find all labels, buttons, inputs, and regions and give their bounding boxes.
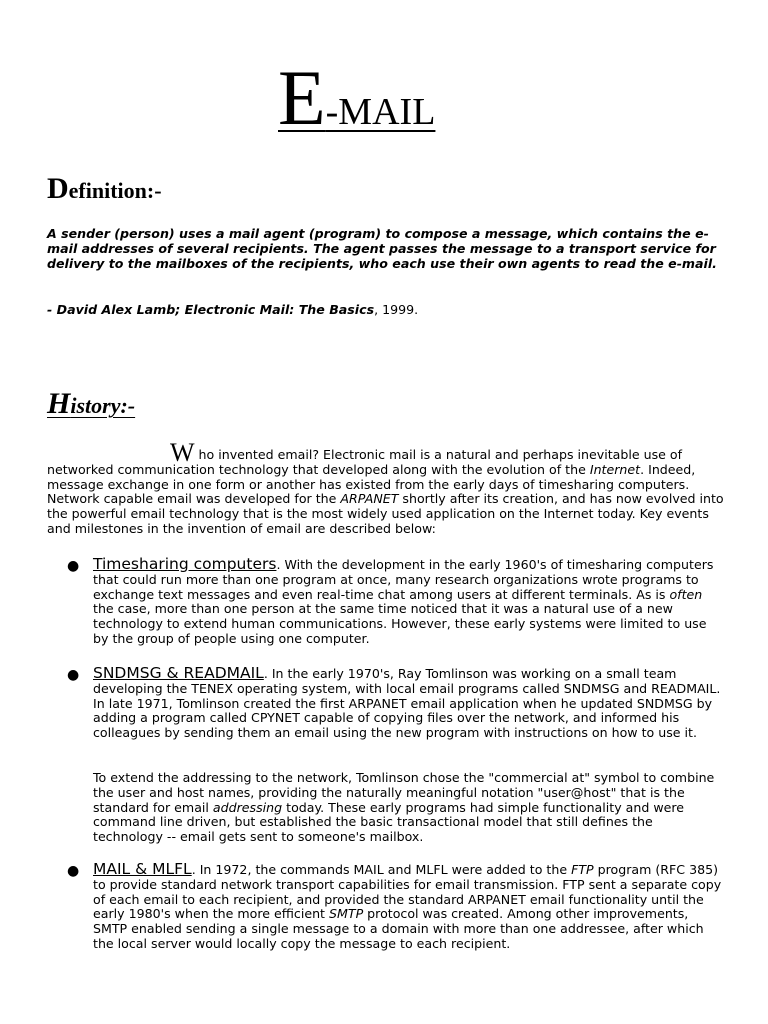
link-mail-mlfl[interactable]: MAIL & MLFL <box>93 860 192 878</box>
link-sndmsg-readmail[interactable]: SNDMSG & READMAIL <box>93 664 264 682</box>
bullet-icon: ● <box>67 558 80 574</box>
sndmsg-paragraph-2 <box>93 771 723 845</box>
list-item-timesharing <box>67 555 723 647</box>
definition-heading <box>47 172 162 206</box>
definition-heading-rest: efinition:- <box>68 178 162 203</box>
history-heading-cap: H <box>47 387 71 420</box>
definition-heading-cap: D <box>47 172 69 205</box>
intro-internet: Internet <box>589 461 641 477</box>
title-big-letter: E <box>278 54 326 141</box>
timesharing-often: often <box>669 586 703 602</box>
page-title <box>278 54 436 141</box>
citation-year: , 1999 <box>374 302 415 317</box>
sndmsg-p2-a: To extend the addressing to the network, Tomlinson chose the "commercial at" symbol to combine the user and host names, providing the naturally meaningful notation "user@host" that is the standard for email <box>93 770 715 815</box>
intro-drop-letter: W <box>170 438 195 467</box>
definition-citation <box>47 303 727 318</box>
mail-mlfl-smtp: SMTP <box>329 906 364 922</box>
timesharing-text-a: . With the development in the early 1960's of timesharing computers that could run more than one program at once, many research organizations wrote programs to exchange text messages and even real-time chat among users at different terminals. As is <box>93 557 714 602</box>
mail-mlfl-text-b: program (RFC 385) to provide standard network transport capabilities for email transmission. FTP sent a separate copy of each email to each recipient, and provided the standard ARPANET email functionality until the early 1980's when the more efficient <box>93 862 722 922</box>
history-heading <box>47 387 135 421</box>
bullet-icon: ● <box>67 863 80 879</box>
mail-mlfl-ftp: FTP <box>571 862 594 877</box>
timesharing-text-b: the case, more than one person at the same time noticed that it was a natural use of a new technology to extend human communications. However, these early systems were limited to use by the group of people using one computer. <box>93 601 707 646</box>
citation-end: . <box>414 302 419 317</box>
link-timesharing-computers[interactable]: Timesharing computers <box>93 555 277 573</box>
sndmsg-p2-addressing: addressing <box>212 799 283 815</box>
history-intro <box>47 438 727 537</box>
citation-author: - David Alex Lamb; Electronic Mail: The Basics <box>47 302 375 317</box>
list-item-sndmsg <box>67 664 723 741</box>
sndmsg-text-a: . In the early 1970's, Ray Tomlinson was working on a small team developing the TENEX operating system, with local email programs called SNDMSG and READMAIL. In late 1971, Tomlinson created the first ARPANET email application when he updated SNDMSG by adding a program called CPYNET capable of copying files over the network, and informed his colleagues by sending them an email using the new program with instructions on how to use it. <box>93 666 721 741</box>
intro-arpanet: ARPANET <box>340 491 399 507</box>
bullet-icon: ● <box>67 667 80 683</box>
intro-text-c: shortly after its creation, and has now evolved into the powerful email technology that is the most widely used application on the Internet today. Key events and milestones in the invention of email are described below: <box>47 491 724 536</box>
list-item-mail-mlfl <box>67 860 723 952</box>
mail-mlfl-text-c: protocol was created. Among other improvements, SMTP enabled sending a single message to a domain with more than one addressee, after which the local server would locally copy the message to each recipient. <box>93 906 704 951</box>
history-heading-rest: istory:- <box>70 393 136 418</box>
intro-text-b: . Indeed, message exchange in one form or another has existed from the early days of timesharing computers. Network capable email was developed for the <box>47 461 696 507</box>
sndmsg-p2-b: today. These early programs had simple functionality and were command line driven, but established the basic transactional model that still defines the technology -- email gets sent to someone's mailbox. <box>93 799 685 845</box>
intro-text-a: ho invented email? Electronic mail is a natural and perhaps inevitable use of networked communication technology that developed along with the evolution of the <box>47 447 683 477</box>
title-rest: -MAIL <box>325 91 436 133</box>
mail-mlfl-text-a: . In 1972, the commands MAIL and MLFL were added to the <box>191 862 572 877</box>
definition-text: A sender (person) uses a mail agent (program) to compose a message, which contains the e-mail addresses of several recipients. The agent passes the message to a transport service for delivery to the mailboxes of the recipients, who each use their own agents to read the e-mail. <box>47 226 717 271</box>
